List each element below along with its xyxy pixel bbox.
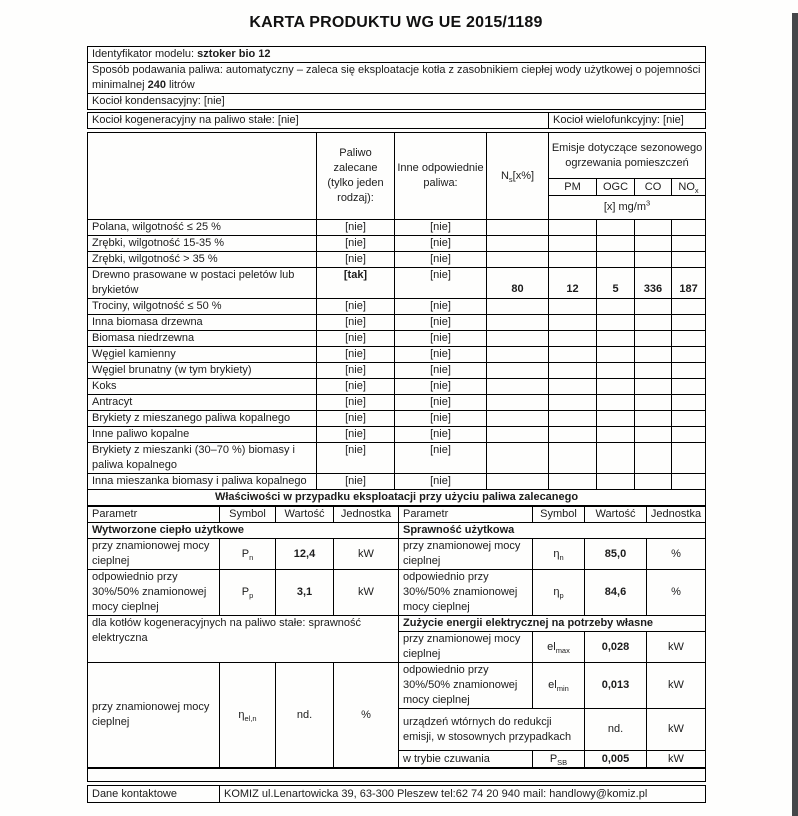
condensing-cell: Kocioł kondensacyjny: [nie] xyxy=(88,94,706,110)
page-title: KARTA PRODUKTU WG UE 2015/1189 xyxy=(249,14,543,31)
properties-section-header-row xyxy=(88,490,706,506)
empty-cell xyxy=(672,395,706,411)
fuel-row xyxy=(88,379,706,395)
emissions-group-header: Emisje dotyczące sezonowego ogrzewania pomieszczeń xyxy=(549,133,706,179)
feeding-suffix: litrów xyxy=(166,79,195,91)
fuel-name: Biomasa niedrzewna xyxy=(88,331,317,347)
etap-value: 84,6 xyxy=(585,570,647,616)
empty-cell xyxy=(487,379,549,395)
empty-cell xyxy=(672,299,706,315)
fuel-recommended: [nie] xyxy=(317,411,395,427)
empty-cell xyxy=(549,443,597,474)
fuel-recommended: [nie] xyxy=(317,315,395,331)
elmax-value: 0,028 xyxy=(585,632,647,663)
fuel-row-recommended xyxy=(88,268,706,299)
empty-cell xyxy=(635,220,672,236)
empty-cell xyxy=(672,379,706,395)
electric-section-header: Zużycie energii elektrycznej na potrzeby własne xyxy=(399,616,706,632)
multifunction-cell: Kocioł wielofunkcyjny: [nie] xyxy=(549,113,706,129)
empty-cell xyxy=(549,395,597,411)
electrical-eff-label: przy znamionowej mocy cieplnej xyxy=(88,663,220,768)
fuel-name: Zrębki, wilgotność 15-35 % xyxy=(88,236,317,252)
fuel-row xyxy=(88,315,706,331)
fuel-other: [nie] xyxy=(395,474,487,490)
empty-cell xyxy=(672,443,706,474)
fuel-recommended: [nie] xyxy=(317,395,395,411)
empty-cell xyxy=(597,252,635,268)
elmin-label: odpowiednio przy 30%/50% znamionowej mocy cieplnej xyxy=(399,663,533,709)
empty-cell xyxy=(672,427,706,443)
empty-cell xyxy=(672,474,706,490)
empty-cell xyxy=(487,299,549,315)
fuel-other: [nie] xyxy=(395,395,487,411)
pn-symbol: $P_n$ xyxy=(220,539,276,570)
fuel-row xyxy=(88,474,706,490)
fuel-name: Inne paliwo kopalne xyxy=(88,427,317,443)
empty-cell xyxy=(635,395,672,411)
heat-section-header: Wytworzone ciepło użytkowe xyxy=(88,523,399,539)
emissions-unit-header: [x] $mg/m^3$ xyxy=(549,196,706,220)
partial-eff-label: odpowiednio przy 30%/50% znamionowej mocy cieplnej xyxy=(399,570,533,616)
fuel-name: Koks xyxy=(88,379,317,395)
boiler-type-row xyxy=(88,113,706,129)
empty-cell xyxy=(597,379,635,395)
empty-cell xyxy=(635,379,672,395)
eleln-value: nd. xyxy=(276,663,334,768)
efficiency-section-header: Sprawność użytkowa xyxy=(399,523,706,539)
empty-cell xyxy=(597,395,635,411)
feeding-volume: 240 xyxy=(147,79,166,91)
partial-power-row xyxy=(88,570,706,616)
fuel-name: Drewno prasowane w postaci peletów lub brykietów xyxy=(88,268,317,299)
fuel-recommended: [nie] xyxy=(317,220,395,236)
fuel-name: Inna biomasa drzewna xyxy=(88,315,317,331)
col-recommended-header: Paliwo zalecane (tylko jeden rodzaj): xyxy=(317,133,395,220)
co-value: 336 xyxy=(635,268,672,299)
fuel-name: Węgiel kamienny xyxy=(88,347,317,363)
properties-section-title: Właściwości w przypadku eksploatacji przy użyciu paliwa zalecanego xyxy=(88,490,706,506)
fuel-row xyxy=(88,252,706,268)
col-jednostka-left: Jednostka xyxy=(334,507,399,523)
empty-cell xyxy=(487,236,549,252)
elmin-symbol: $el_{min}$ xyxy=(533,663,585,709)
empty-cell xyxy=(487,395,549,411)
contact-value: KOMIZ ul.Lenartowicka 39, 63-300 Pleszew tel:62 74 20 940 mail: handlowy@komiz.pl xyxy=(220,786,706,803)
empty-cell xyxy=(635,331,672,347)
eleln-unit: % xyxy=(334,663,399,768)
pn-unit: kW xyxy=(334,539,399,570)
fuel-row xyxy=(88,363,706,379)
fuel-other: [nie] xyxy=(395,315,487,331)
boiler-type-table xyxy=(87,112,706,129)
pp-value: 3,1 xyxy=(276,570,334,616)
empty-cell xyxy=(672,315,706,331)
fuel-row xyxy=(88,236,706,252)
psb-value: 0,005 xyxy=(585,751,647,768)
empty-cell xyxy=(635,411,672,427)
empty-cell xyxy=(549,363,597,379)
empty-cell xyxy=(597,299,635,315)
empty-cell xyxy=(487,411,549,427)
empty-header-cell xyxy=(88,133,317,220)
standby-label: w trybie czuwania xyxy=(399,751,533,768)
empty-cell xyxy=(549,252,597,268)
elmin-value: 0,013 xyxy=(585,663,647,709)
empty-cell xyxy=(635,443,672,474)
fuel-recommended: [tak] xyxy=(317,268,395,299)
fuel-recommended: [nie] xyxy=(317,427,395,443)
empty-row xyxy=(88,769,706,782)
model-cell xyxy=(88,47,706,63)
parameters-table xyxy=(87,506,706,768)
empty-cell xyxy=(549,427,597,443)
feeding-row xyxy=(88,63,706,94)
contact-label: Dane kontaktowe xyxy=(88,786,220,803)
fuel-table xyxy=(87,132,706,506)
fuel-other: [nie] xyxy=(395,268,487,299)
nominal-power-row xyxy=(88,539,706,570)
empty-cell xyxy=(635,315,672,331)
product-card-page xyxy=(0,13,798,816)
etap-symbol: $\eta_p$ xyxy=(533,570,585,616)
model-value: sztoker bio 12 xyxy=(197,48,271,60)
col-symbol-left: Symbol xyxy=(220,507,276,523)
partial-label: odpowiednio przy 30%/50% znamionowej mocy cieplnej xyxy=(88,570,220,616)
fuel-row xyxy=(88,427,706,443)
col-ogc-header: OGC xyxy=(597,179,635,196)
empty-cell xyxy=(549,411,597,427)
empty-cell xyxy=(597,331,635,347)
empty-cell xyxy=(549,379,597,395)
fuel-other: [nie] xyxy=(395,363,487,379)
empty-cell xyxy=(487,363,549,379)
nominal-label: przy znamionowej mocy cieplnej xyxy=(88,539,220,570)
empty-cell xyxy=(549,347,597,363)
empty-cell xyxy=(549,236,597,252)
fuel-row xyxy=(88,299,706,315)
fuel-recommended: [nie] xyxy=(317,252,395,268)
fuel-recommended: [nie] xyxy=(317,236,395,252)
pp-unit: kW xyxy=(334,570,399,616)
model-row xyxy=(88,47,706,63)
spacer-table xyxy=(87,768,706,782)
cogeneration-cell: Kocioł kogeneracyjny na paliwo stałe: [nie] xyxy=(88,113,549,129)
fuel-other: [nie] xyxy=(395,379,487,395)
empty-cell xyxy=(487,474,549,490)
contact-row xyxy=(88,786,706,803)
pn-value: 12,4 xyxy=(276,539,334,570)
fuel-other: [nie] xyxy=(395,443,487,474)
fuel-name: Brykiety z mieszanki (30–70 %) biomasy i paliwa kopalnego xyxy=(88,443,317,474)
fuel-recommended: [nie] xyxy=(317,379,395,395)
empty-cell xyxy=(597,220,635,236)
eleln-symbol: $\eta_{el,n}$ xyxy=(220,663,276,768)
secondary-label: urządzeń wtórnych do redukcji emisji, w stosownych przypadkach xyxy=(399,709,585,751)
empty-cell xyxy=(549,474,597,490)
nominal-eff-label: przy znamionowej mocy cieplnej xyxy=(399,539,533,570)
fuel-row xyxy=(88,347,706,363)
elmin-unit: kW xyxy=(647,663,706,709)
condensing-row xyxy=(88,94,706,110)
fuel-recommended: [nie] xyxy=(317,363,395,379)
empty-cell xyxy=(597,347,635,363)
nox-value: 187 xyxy=(672,268,706,299)
empty-cell xyxy=(487,347,549,363)
col-parametr-left: Parametr xyxy=(88,507,220,523)
col-symbol-right: Symbol xyxy=(533,507,585,523)
fuel-row xyxy=(88,395,706,411)
empty-cell xyxy=(597,427,635,443)
feeding-cell xyxy=(88,63,706,94)
fuel-other: [nie] xyxy=(395,411,487,427)
psb-unit: kW xyxy=(647,751,706,768)
etan-symbol: $\eta_n$ xyxy=(533,539,585,570)
viewer-edge-strip xyxy=(792,13,798,816)
ogc-value: 5 xyxy=(597,268,635,299)
empty-cell xyxy=(635,347,672,363)
empty-cell xyxy=(549,315,597,331)
empty-cell xyxy=(597,315,635,331)
etan-value: 85,0 xyxy=(585,539,647,570)
col-pm-header: PM xyxy=(549,179,597,196)
fuel-name: Antracyt xyxy=(88,395,317,411)
empty-cell xyxy=(597,474,635,490)
col-nox-header: $NO_x$ xyxy=(672,179,706,196)
fuel-other: [nie] xyxy=(395,331,487,347)
col-ns-header: $N_s[x\%]$ xyxy=(487,133,549,220)
empty-cell xyxy=(635,252,672,268)
feeding-text: Sposób podawania paliwa: automatyczny – zaleca się eksploatacje kotła z zasobnikiem ciepłej wody użytkowej o pojemności minimalnej xyxy=(92,64,701,91)
pp-symbol: $P_p$ xyxy=(220,570,276,616)
empty-cell xyxy=(672,347,706,363)
empty-cell xyxy=(597,236,635,252)
empty-cell xyxy=(635,474,672,490)
empty-cell xyxy=(672,252,706,268)
empty-cell xyxy=(487,315,549,331)
fuel-name: Węgiel brunatny (w tym brykiety) xyxy=(88,363,317,379)
fuel-row xyxy=(88,411,706,427)
fuel-name: Polana, wilgotność ≤ 25 % xyxy=(88,220,317,236)
fuel-recommended: [nie] xyxy=(317,443,395,474)
fuel-name: Zrębki, wilgotność > 35 % xyxy=(88,252,317,268)
pm-value: 12 xyxy=(549,268,597,299)
fuel-other: [nie] xyxy=(395,299,487,315)
empty-cell xyxy=(487,427,549,443)
fuel-other: [nie] xyxy=(395,252,487,268)
electric-header-row xyxy=(88,616,706,632)
elmin-row xyxy=(88,663,706,709)
fuel-other: [nie] xyxy=(395,236,487,252)
empty-cell xyxy=(597,411,635,427)
col-wartosc-left: Wartość xyxy=(276,507,334,523)
empty-cell xyxy=(672,331,706,347)
empty-cell xyxy=(672,363,706,379)
empty-cell xyxy=(487,252,549,268)
empty-cell xyxy=(635,236,672,252)
empty-cell xyxy=(597,363,635,379)
etan-unit: % xyxy=(647,539,706,570)
ns-value: 80 xyxy=(487,268,549,299)
empty-cell xyxy=(597,443,635,474)
fuel-recommended: [nie] xyxy=(317,331,395,347)
empty-cell xyxy=(635,299,672,315)
elmax-symbol: $el_{max}$ xyxy=(533,632,585,663)
empty-cell xyxy=(635,363,672,379)
section-subheader-row xyxy=(88,523,706,539)
fuel-name: Inna mieszanka biomasy i paliwa kopalnego xyxy=(88,474,317,490)
fuel-recommended: [nie] xyxy=(317,299,395,315)
empty-cell xyxy=(672,411,706,427)
cogeneration-note: dla kotłów kogeneracyjnych na paliwo stałe: sprawność elektryczna xyxy=(88,616,399,663)
fuel-other: [nie] xyxy=(395,220,487,236)
fuel-row xyxy=(88,331,706,347)
col-wartosc-right: Wartość xyxy=(585,507,647,523)
empty-cell xyxy=(487,220,549,236)
col-parametr-right: Parametr xyxy=(399,507,533,523)
col-jednostka-right: Jednostka xyxy=(647,507,706,523)
col-co-header: CO xyxy=(635,179,672,196)
etap-unit: % xyxy=(647,570,706,616)
fuel-recommended: [nie] xyxy=(317,474,395,490)
fuel-other: [nie] xyxy=(395,347,487,363)
secondary-value: nd. xyxy=(585,709,647,751)
info-table xyxy=(87,46,706,110)
elmax-label: przy znamionowej mocy cieplnej xyxy=(399,632,533,663)
empty-cell xyxy=(549,331,597,347)
secondary-unit: kW xyxy=(647,709,706,751)
empty-cell xyxy=(487,443,549,474)
col-other-header: Inne odpowiednie paliwa: xyxy=(395,133,487,220)
empty-cell xyxy=(88,769,706,782)
fuel-row xyxy=(88,220,706,236)
document xyxy=(87,13,705,803)
contact-table xyxy=(87,785,706,803)
elmax-unit: kW xyxy=(647,632,706,663)
empty-cell xyxy=(487,331,549,347)
empty-cell xyxy=(549,220,597,236)
fuel-row xyxy=(88,443,706,474)
fuel-name: Brykiety z mieszanego paliwa kopalnego xyxy=(88,411,317,427)
empty-cell xyxy=(635,427,672,443)
empty-cell xyxy=(672,236,706,252)
empty-cell xyxy=(672,220,706,236)
psb-symbol: $P_{SB}$ xyxy=(533,751,585,768)
empty-cell xyxy=(549,299,597,315)
model-label: Identyfikator modelu: xyxy=(92,48,198,60)
fuel-other: [nie] xyxy=(395,427,487,443)
parameters-header-row xyxy=(88,507,706,523)
fuel-name: Trociny, wilgotność ≤ 50 % xyxy=(88,299,317,315)
fuel-recommended: [nie] xyxy=(317,347,395,363)
fuel-header-row-1 xyxy=(88,133,706,179)
